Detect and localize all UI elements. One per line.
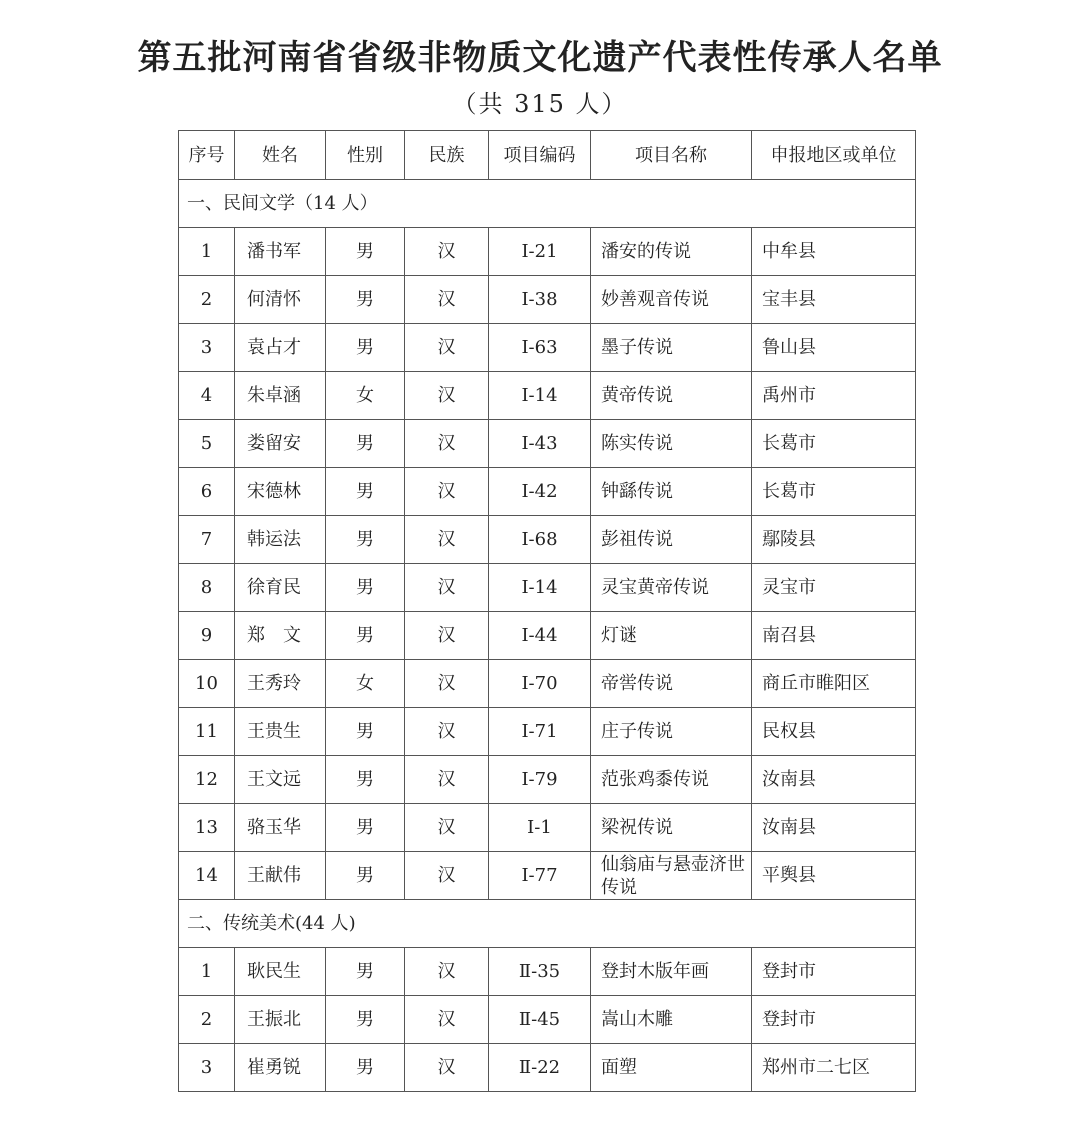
gender-cell: 男 [326, 996, 405, 1044]
project-code: Ⅰ-71 [489, 708, 591, 756]
table-row [179, 804, 916, 852]
table-row [179, 948, 916, 996]
row-number: 1 [179, 228, 235, 276]
heritage-table [178, 130, 916, 1092]
ethnicity-cell: 汉 [405, 996, 489, 1044]
row-number: 8 [179, 564, 235, 612]
row-number: 6 [179, 468, 235, 516]
column-header: 序号 [179, 131, 235, 180]
project-name: 墨子传说 [591, 324, 752, 372]
region-cell: 南召县 [752, 612, 916, 660]
table-row [179, 564, 916, 612]
project-name: 灯谜 [591, 612, 752, 660]
row-number: 3 [179, 324, 235, 372]
region-cell: 长葛市 [752, 420, 916, 468]
row-number: 5 [179, 420, 235, 468]
project-name: 庄子传说 [591, 708, 752, 756]
person-name: 王献伟 [235, 852, 326, 900]
ethnicity-cell: 汉 [405, 804, 489, 852]
ethnicity-cell: 汉 [405, 468, 489, 516]
project-code: Ⅰ-68 [489, 516, 591, 564]
project-code: Ⅰ-38 [489, 276, 591, 324]
ethnicity-cell: 汉 [405, 564, 489, 612]
person-name: 朱卓涵 [235, 372, 326, 420]
person-name: 骆玉华 [235, 804, 326, 852]
project-code: Ⅰ-14 [489, 564, 591, 612]
person-name: 宋德林 [235, 468, 326, 516]
table-row [179, 660, 916, 708]
region-cell: 平舆县 [752, 852, 916, 900]
column-header: 性别 [326, 131, 405, 180]
ethnicity-cell: 汉 [405, 1044, 489, 1092]
project-name: 陈实传说 [591, 420, 752, 468]
gender-cell: 男 [326, 228, 405, 276]
row-number: 11 [179, 708, 235, 756]
project-code: Ⅰ-63 [489, 324, 591, 372]
project-name: 登封木版年画 [591, 948, 752, 996]
project-code: Ⅰ-43 [489, 420, 591, 468]
ethnicity-cell: 汉 [405, 756, 489, 804]
table-row [179, 756, 916, 804]
gender-cell: 男 [326, 324, 405, 372]
region-cell: 登封市 [752, 996, 916, 1044]
row-number: 9 [179, 612, 235, 660]
column-header: 姓名 [235, 131, 326, 180]
gender-cell: 男 [326, 804, 405, 852]
gender-cell: 男 [326, 1044, 405, 1092]
ethnicity-cell: 汉 [405, 228, 489, 276]
document-subtitle: （共 315 人） [452, 90, 628, 118]
project-name: 梁祝传说 [591, 804, 752, 852]
ethnicity-cell: 汉 [405, 276, 489, 324]
person-name: 郑 文 [235, 612, 326, 660]
region-cell: 登封市 [752, 948, 916, 996]
ethnicity-cell: 汉 [405, 324, 489, 372]
gender-cell: 男 [326, 516, 405, 564]
section-heading: 二、传统美术(44 人) [179, 900, 916, 948]
region-cell: 郑州市二七区 [752, 1044, 916, 1092]
project-code: Ⅱ-45 [489, 996, 591, 1044]
project-code: Ⅰ-21 [489, 228, 591, 276]
person-name: 徐育民 [235, 564, 326, 612]
project-code: Ⅰ-1 [489, 804, 591, 852]
project-name: 黄帝传说 [591, 372, 752, 420]
table-row [179, 612, 916, 660]
document-title: 第五批河南省省级非物质文化遗产代表性传承人名单 [137, 38, 943, 78]
region-cell: 汝南县 [752, 804, 916, 852]
person-name: 娄留安 [235, 420, 326, 468]
table-body [179, 180, 916, 1092]
table-row [179, 708, 916, 756]
gender-cell: 女 [326, 660, 405, 708]
person-name: 王文远 [235, 756, 326, 804]
region-cell: 汝南县 [752, 756, 916, 804]
region-cell: 鲁山县 [752, 324, 916, 372]
project-name: 范张鸡黍传说 [591, 756, 752, 804]
table-row [179, 324, 916, 372]
column-header: 民族 [405, 131, 489, 180]
region-cell: 长葛市 [752, 468, 916, 516]
column-header: 申报地区或单位 [752, 131, 916, 180]
project-name: 面塑 [591, 1044, 752, 1092]
region-cell: 商丘市睢阳区 [752, 660, 916, 708]
ethnicity-cell: 汉 [405, 516, 489, 564]
row-number: 2 [179, 276, 235, 324]
row-number: 14 [179, 852, 235, 900]
row-number: 7 [179, 516, 235, 564]
gender-cell: 男 [326, 564, 405, 612]
column-header: 项目编码 [489, 131, 591, 180]
ethnicity-cell: 汉 [405, 660, 489, 708]
table-row [179, 468, 916, 516]
gender-cell: 男 [326, 708, 405, 756]
person-name: 袁占才 [235, 324, 326, 372]
ethnicity-cell: 汉 [405, 420, 489, 468]
project-name: 钟繇传说 [591, 468, 752, 516]
row-number: 2 [179, 996, 235, 1044]
ethnicity-cell: 汉 [405, 948, 489, 996]
project-name: 仙翁庙与悬壶济世传说 [591, 852, 752, 900]
gender-cell: 男 [326, 948, 405, 996]
project-code: Ⅰ-42 [489, 468, 591, 516]
table-row [179, 276, 916, 324]
person-name: 耿民生 [235, 948, 326, 996]
row-number: 4 [179, 372, 235, 420]
region-cell: 中牟县 [752, 228, 916, 276]
table-row [179, 996, 916, 1044]
table-row [179, 852, 916, 900]
gender-cell: 男 [326, 276, 405, 324]
project-code: Ⅰ-79 [489, 756, 591, 804]
gender-cell: 男 [326, 420, 405, 468]
project-code: Ⅱ-22 [489, 1044, 591, 1092]
project-name: 灵宝黄帝传说 [591, 564, 752, 612]
project-name: 嵩山木雕 [591, 996, 752, 1044]
project-name: 彭祖传说 [591, 516, 752, 564]
person-name: 何清怀 [235, 276, 326, 324]
table-row [179, 1044, 916, 1092]
project-code: Ⅰ-70 [489, 660, 591, 708]
project-name: 帝喾传说 [591, 660, 752, 708]
project-name: 潘安的传说 [591, 228, 752, 276]
region-cell: 民权县 [752, 708, 916, 756]
gender-cell: 男 [326, 756, 405, 804]
project-code: Ⅰ-14 [489, 372, 591, 420]
person-name: 王贵生 [235, 708, 326, 756]
gender-cell: 女 [326, 372, 405, 420]
region-cell: 灵宝市 [752, 564, 916, 612]
row-number: 13 [179, 804, 235, 852]
table-header-row [179, 131, 916, 180]
region-cell: 宝丰县 [752, 276, 916, 324]
project-code: Ⅱ-35 [489, 948, 591, 996]
region-cell: 鄢陵县 [752, 516, 916, 564]
section-heading-row [179, 900, 916, 948]
row-number: 10 [179, 660, 235, 708]
section-heading-row [179, 180, 916, 228]
gender-cell: 男 [326, 612, 405, 660]
section-heading: 一、民间文学（14 人） [179, 180, 916, 228]
project-code: Ⅰ-44 [489, 612, 591, 660]
table-row [179, 420, 916, 468]
person-name: 王振北 [235, 996, 326, 1044]
ethnicity-cell: 汉 [405, 612, 489, 660]
person-name: 韩运法 [235, 516, 326, 564]
row-number: 3 [179, 1044, 235, 1092]
table-row [179, 228, 916, 276]
project-code: Ⅰ-77 [489, 852, 591, 900]
project-name: 妙善观音传说 [591, 276, 752, 324]
ethnicity-cell: 汉 [405, 372, 489, 420]
person-name: 王秀玲 [235, 660, 326, 708]
gender-cell: 男 [326, 852, 405, 900]
column-header: 项目名称 [591, 131, 752, 180]
gender-cell: 男 [326, 468, 405, 516]
ethnicity-cell: 汉 [405, 708, 489, 756]
row-number: 1 [179, 948, 235, 996]
person-name: 崔勇锐 [235, 1044, 326, 1092]
table-row [179, 516, 916, 564]
region-cell: 禹州市 [752, 372, 916, 420]
person-name: 潘书军 [235, 228, 326, 276]
row-number: 12 [179, 756, 235, 804]
ethnicity-cell: 汉 [405, 852, 489, 900]
table-row [179, 372, 916, 420]
